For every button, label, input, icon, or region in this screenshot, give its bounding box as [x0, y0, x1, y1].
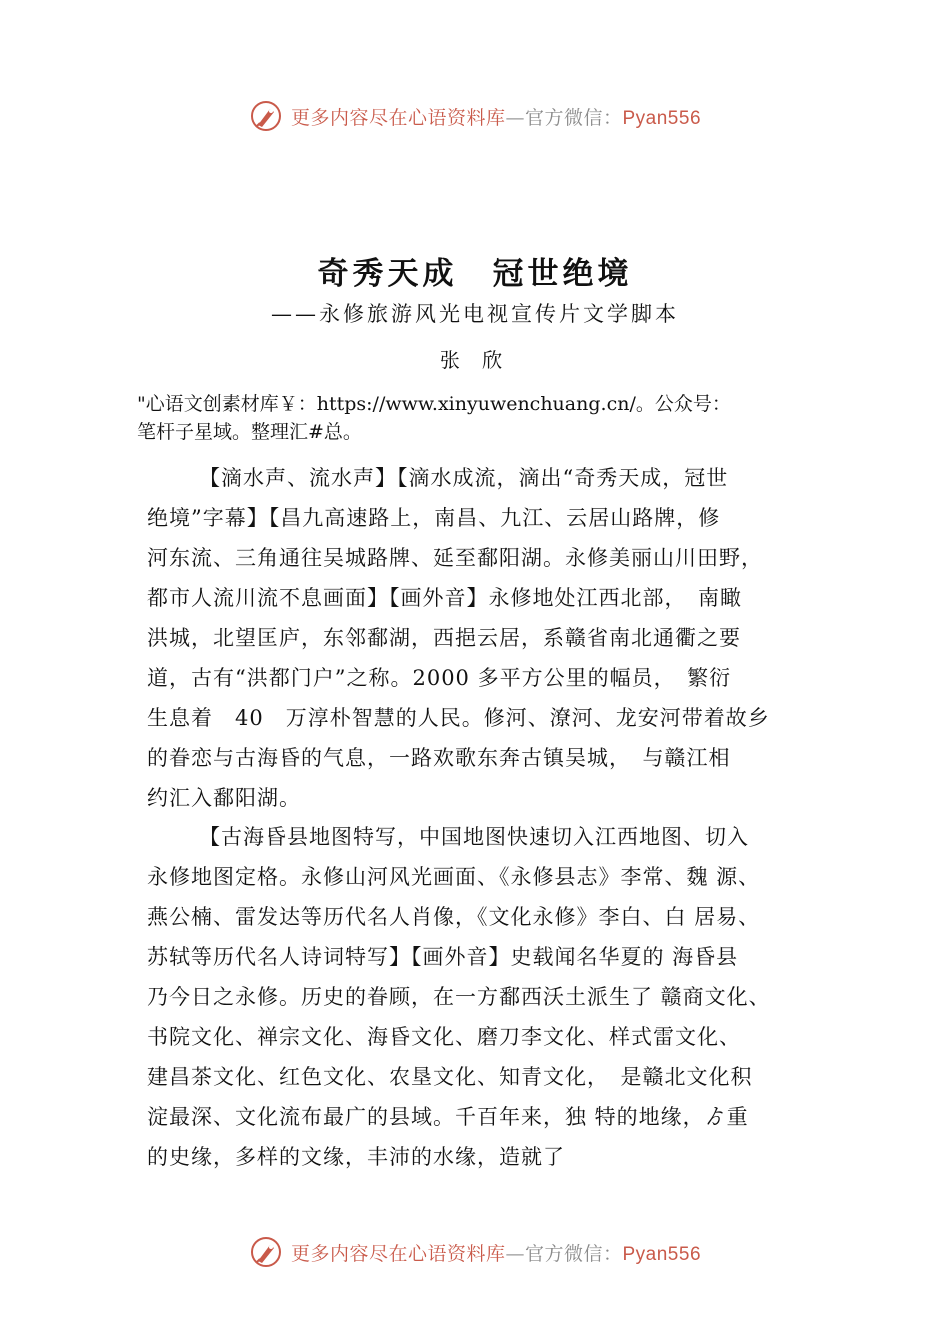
- text-line: 都市人流川流不息画面】【画外音】永修地处江西北部， 南瞰: [147, 586, 742, 610]
- text-line: 淀最深、文化流布最广的县域。千百年来，独 特的地缘，ゟ重: [147, 1105, 749, 1129]
- text-line: 乃今日之永修。历史的眷顾，在一方鄱西沃土派生了 赣商文化、: [147, 985, 771, 1009]
- text-line: 【古海昏县地图特写，中国地图快速切入江西地图、切入: [199, 825, 749, 849]
- source-line: "心语文创素材库￥：https://www.xinyuwenchuang.cn/。公众号：: [137, 393, 731, 415]
- document-title: 奇秀天成 冠世绝境: [317, 256, 633, 292]
- text-line: 【滴水声、流水声】【滴水成流，滴出“奇秀天成，冠世: [199, 466, 729, 490]
- text-line: 的史缘，多样的文缘，丰沛的水缘，造就了: [147, 1145, 565, 1169]
- footer-watermark-banner: [0, 1232, 950, 1272]
- pen-nib-logo-icon: [249, 99, 283, 133]
- source-note: [137, 390, 867, 446]
- text-line: 苏轼等历代名人诗词特写】【画外音】史载闻名华夏的 海昏县: [147, 945, 739, 969]
- banner-account: Pyan556: [622, 107, 702, 129]
- banner-text: [291, 1239, 701, 1266]
- banner-account: Pyan556: [622, 1243, 702, 1265]
- document-author: 张 欣: [439, 348, 511, 372]
- text-line: 的眷恋与古海昏的气息，一路欢歌东奔古镇吴城， 与赣江相: [147, 746, 731, 770]
- paragraph-1: [147, 458, 827, 818]
- text-line: 书院文化、禅宗文化、海昏文化、磨刀李文化、样式雷文化、: [147, 1025, 741, 1049]
- text-line: 生息着 40 万淳朴智慧的人民。修河、潦河、龙安河带着故乡: [147, 706, 770, 730]
- text-line: 道，古有“洪都门户”之称。2000 多平方公里的幅员， 繁衍: [147, 666, 732, 690]
- banner-dash: —: [505, 1242, 525, 1265]
- text-line: 建昌茶文化、红色文化、农垦文化、知青文化， 是赣北文化积: [147, 1065, 753, 1089]
- source-line: 笔杆子星域。整理汇#总。: [137, 421, 362, 443]
- banner-wechat-label: 官方微信：: [524, 106, 623, 129]
- text-line: 永修地图定格。永修山河风光画面、《永修县志》李常、魏 源、: [147, 865, 761, 889]
- text-line: 约汇入鄱阳湖。: [147, 786, 301, 810]
- banner-text: [291, 103, 701, 130]
- pen-nib-logo-icon: [249, 1235, 283, 1269]
- paragraph-2: [147, 817, 827, 1177]
- header-watermark-banner: [0, 96, 950, 136]
- banner-slogan: 更多内容尽在心语资料库: [290, 106, 506, 129]
- banner-slogan: 更多内容尽在心语资料库: [290, 1242, 506, 1265]
- text-line: 绝境”字幕】【昌九高速路上，南昌、九江、云居山路牌，修: [147, 506, 721, 530]
- document-subtitle: ——永修旅游风光电视宣传片文学脚本: [271, 302, 679, 326]
- text-line: 河东流、三角通往吴城路牌、延至鄱阳湖。永修美丽山川田野，: [147, 546, 763, 570]
- banner-dash: —: [505, 106, 525, 129]
- text-line: 燕公楠、雷发达等历代名人肖像，《文化永修》李白、白 居易、: [147, 905, 761, 929]
- text-line: 洪城，北望匡庐，东邻鄱湖，西挹云居，系赣省南北通衢之要: [147, 626, 741, 650]
- banner-wechat-label: 官方微信：: [524, 1242, 623, 1265]
